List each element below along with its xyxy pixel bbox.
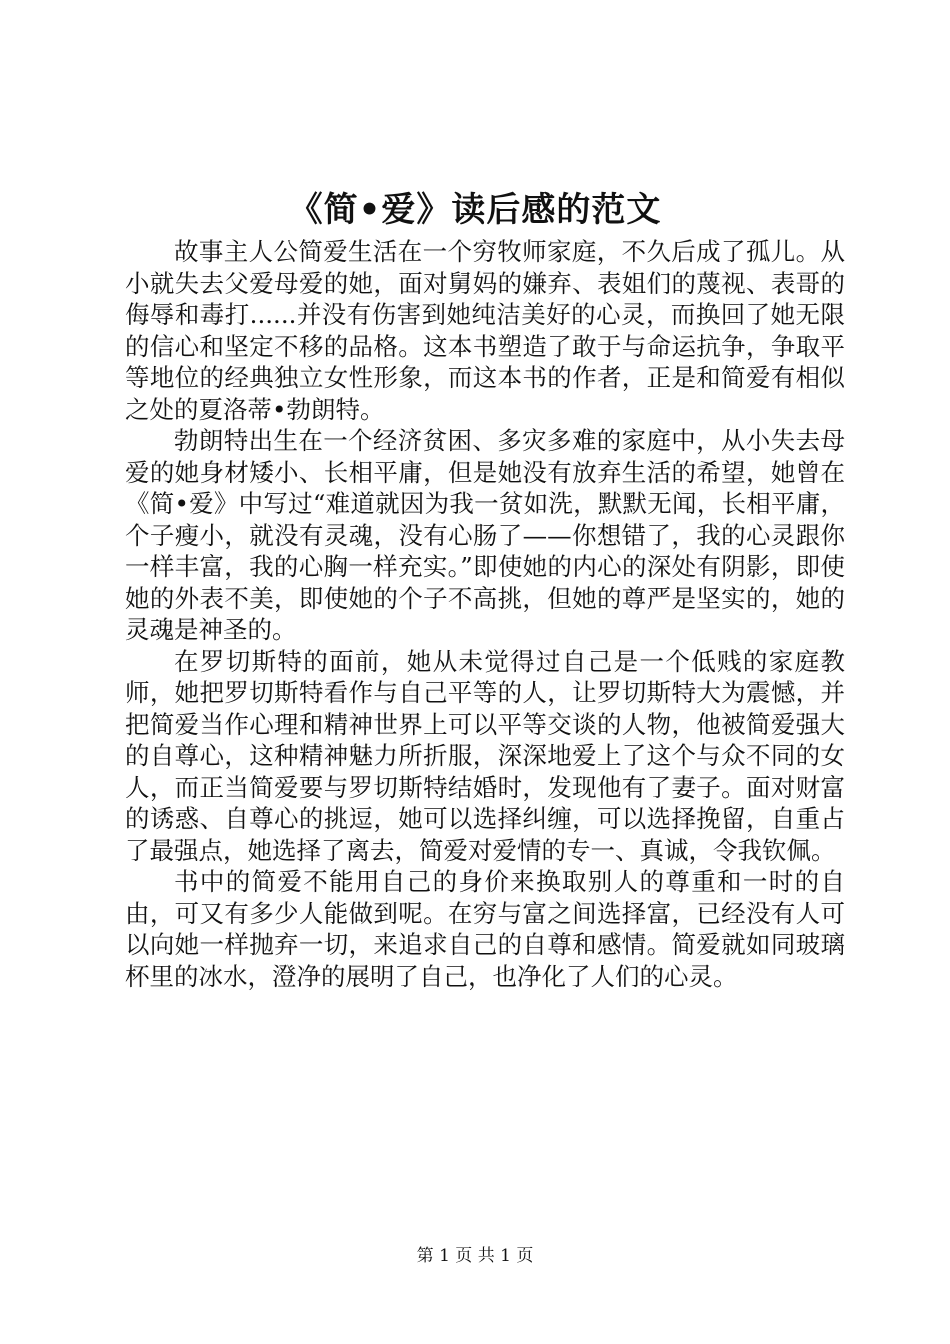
page-footer: 第 1 页 共 1 页: [416, 1246, 534, 1266]
document-body: [125, 236, 845, 992]
paragraph: 故事主人公简爱生活在一个穷牧师家庭，不久后成了孤儿。从小就失去父爱母爱的她，面对舅妈的嫌弃、表姐们的蔑视、表哥的侮辱和毒打......并没有伤害到她纯洁美好的心灵，而换回了她无限的信心和坚定不移的品格。这本书塑造了敢于与命运抗争，争取平等地位的经典独立女性形象，而这本书的作者，正是和简爱有相似之处的夏洛蒂•勃朗特。: [125, 237, 845, 424]
paragraph: 书中的简爱不能用自己的身价来换取别人的尊重和一时的自由，可又有多少人能做到呢。在穷与富之间选择富，已经没有人可以向她一样抛弃一切，来追求自己的自尊和感情。简爱就如同玻璃杯里的冰水，澄净的展明了自己，也净化了人们的心灵。: [125, 867, 845, 991]
paragraph: 在罗切斯特的面前，她从未觉得过自己是一个低贱的家庭教师，她把罗切斯特看作与自己平等的人，让罗切斯特大为震憾，并把简爱当作心理和精神世界上可以平等交谈的人物，他被简爱强大的自尊心，这种精神魅力所折服，深深地爱上了这个与众不同的女人，而正当简爱要与罗切斯特结婚时，发现他有了妻子。面对财富的诱惑、自尊心的挑逗，她可以选择纠缠，可以选择挽留，自重占了最强点，她选择了离去，简爱对爱情的专一、真诚，令我钦佩。: [125, 646, 845, 865]
document-title: 《简•爱》读后感的范文: [288, 190, 662, 230]
paragraph: 勃朗特出生在一个经济贫困、多灾多难的家庭中，从小失去母爱的她身材矮小、长相平庸，但是她没有放弃生活的希望，她曾在《简•爱》中写过“难道就因为我一贫如洗，默默无闻，长相平庸，个子瘦小，就没有灵魂，没有心肠了——你想错了，我的心灵跟你一样丰富，我的心胸一样充实。”即使她的内心的深处有阴影，即使她的外表不美，即使她的个子不高挑，但她的尊严是坚实的，她的灵魂是神圣的。: [125, 426, 845, 644]
